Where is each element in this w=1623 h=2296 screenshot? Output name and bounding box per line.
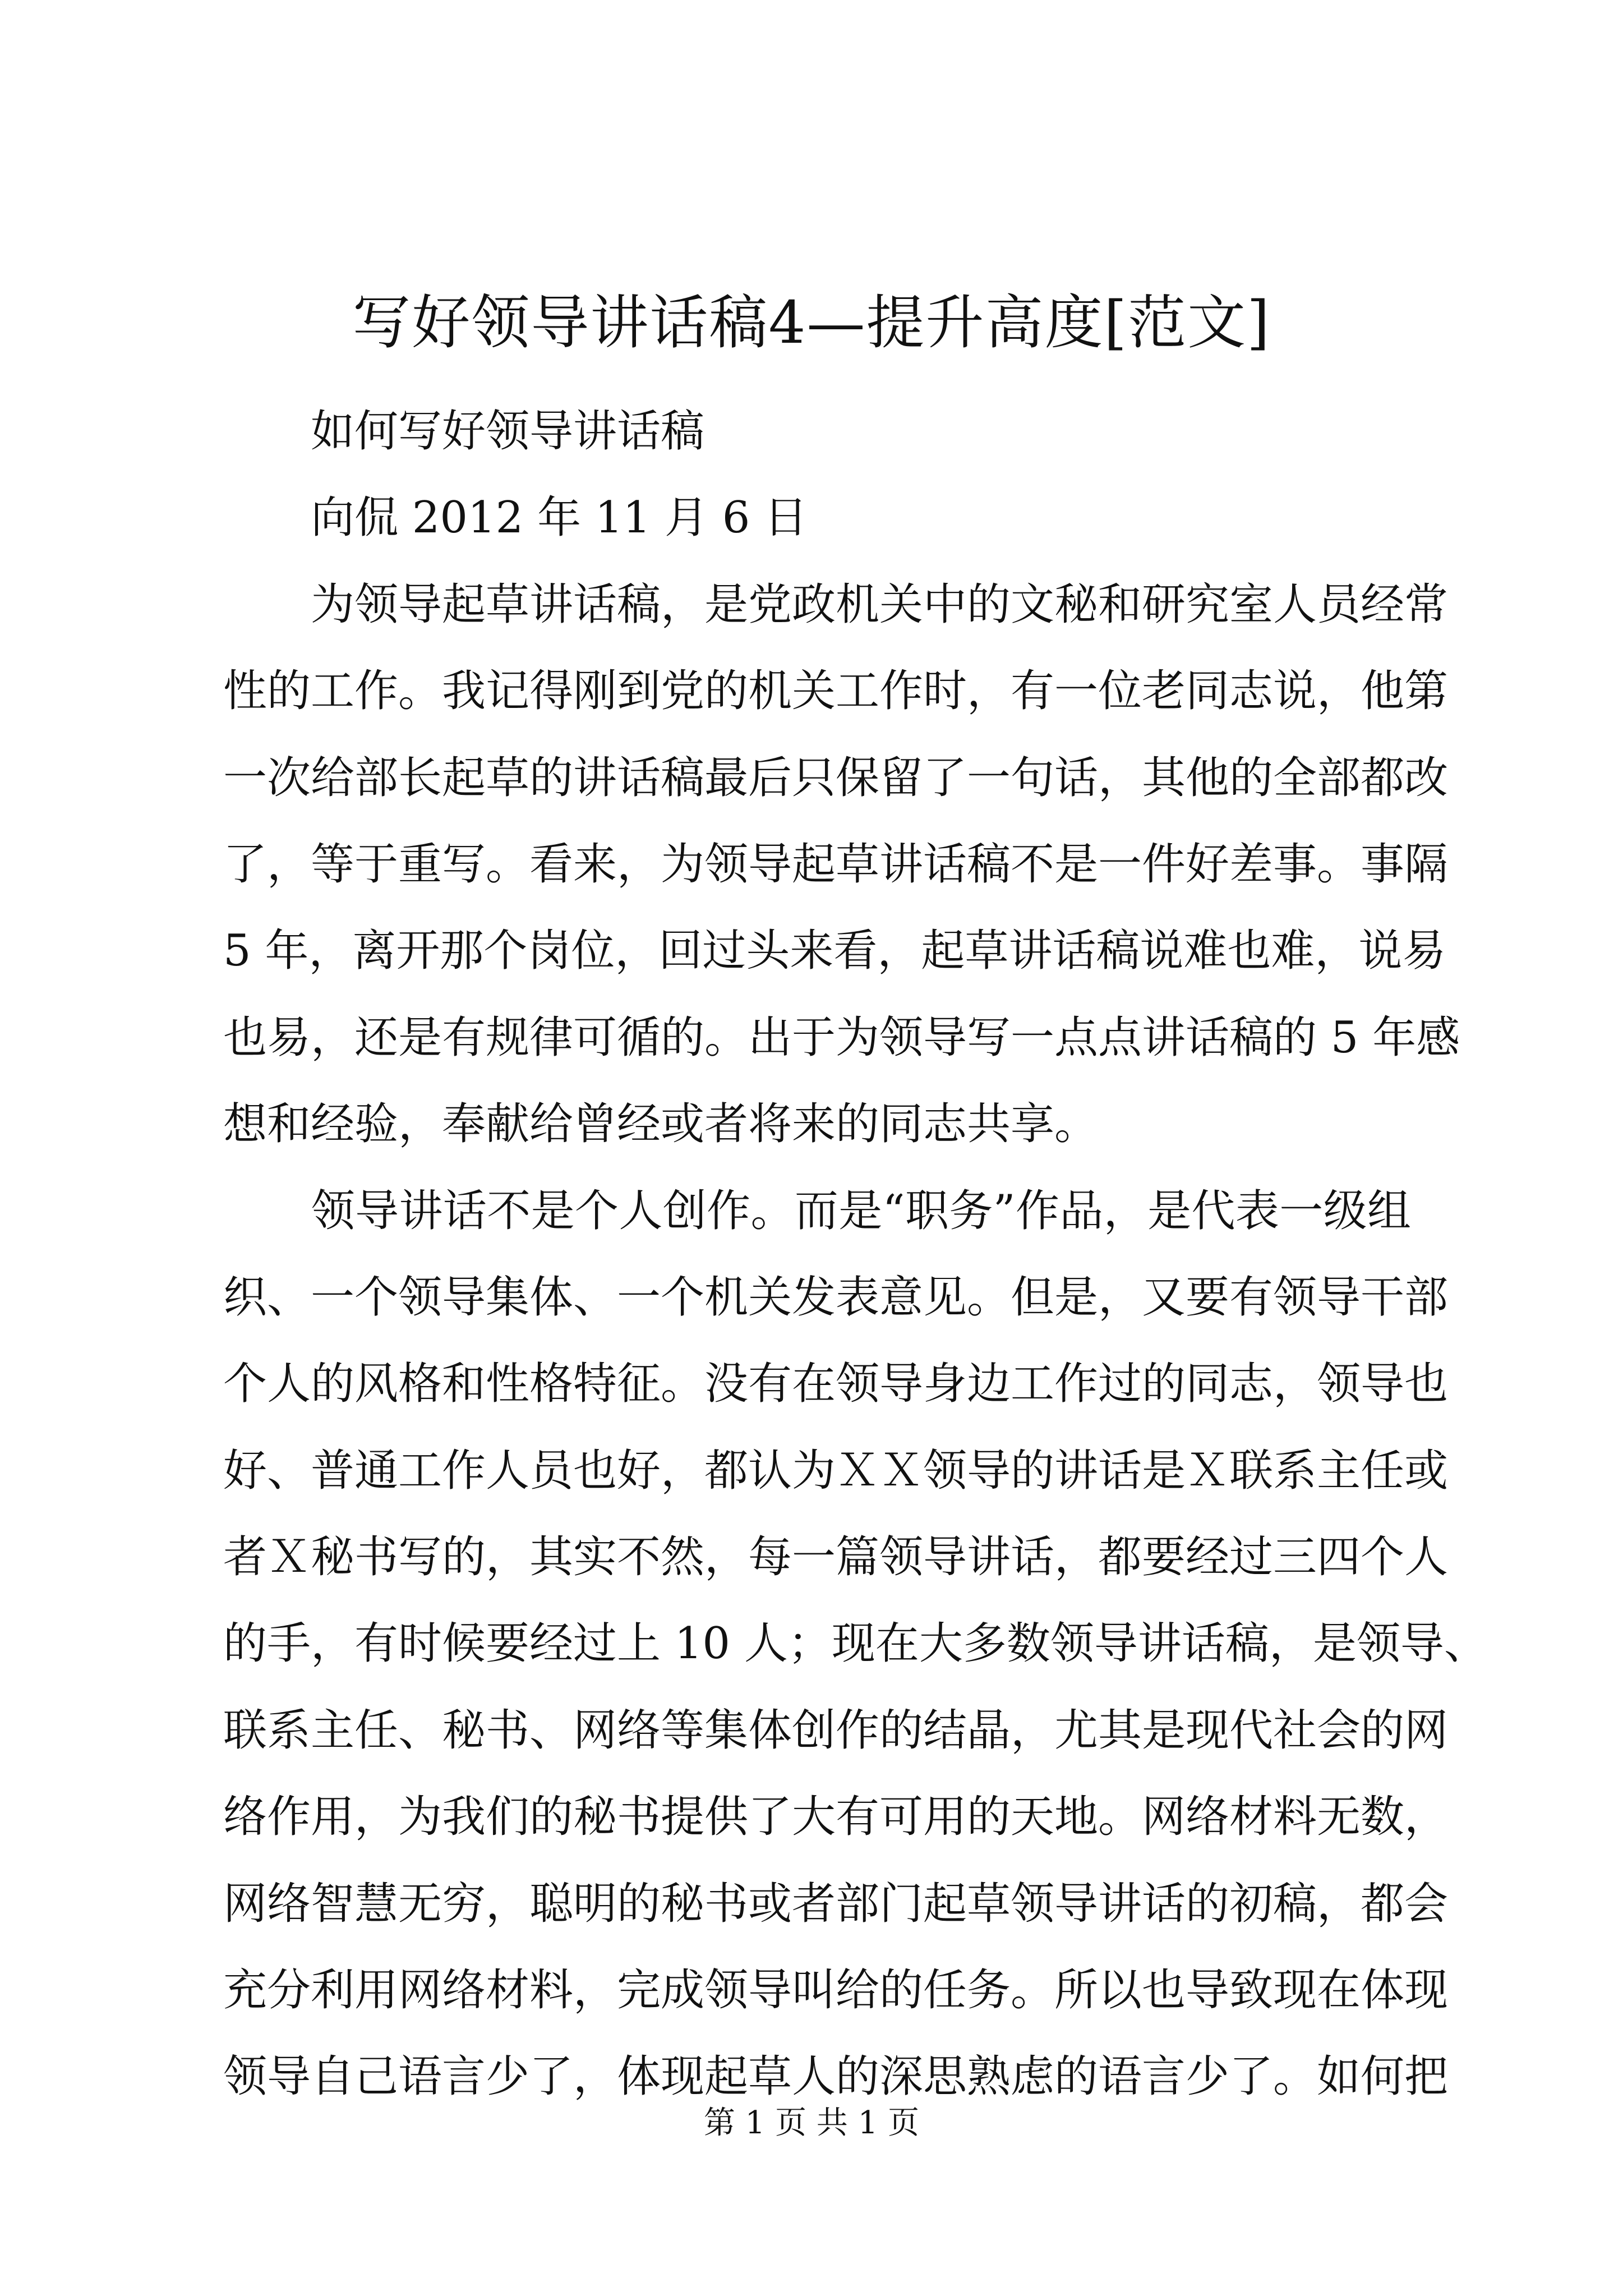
- document-title: 写好领导讲话稿4—提升高度[范文]: [352, 288, 1271, 357]
- body-text-line: 者Ｘ秘书写的，其实不然，每一篇领导讲话，都要经过三四个人: [223, 1532, 1449, 1583]
- body-text-line: 了，等于重写。看来，为领导起草讲话稿不是一件好差事。事隔: [223, 839, 1449, 890]
- body-text-line: 性的工作。我记得刚到党的机关工作时，有一位老同志说，他第: [223, 666, 1449, 717]
- body-text-line: 向侃 2012 年 11 月 6 日: [223, 493, 808, 544]
- body-text-line: 5 年，离开那个岗位，回过头来看，起草讲话稿说难也难，说易: [223, 926, 1446, 977]
- body-text-line: 一次给部长起草的讲话稿最后只保留了一句话，其他的全部都改: [223, 752, 1449, 803]
- body-text-line: 充分利用网络材料，完成领导叫给的任务。所以也导致现在体现: [223, 1965, 1449, 2016]
- body-text-line: 想和经验，奉献给曾经或者将来的同志共享。: [223, 1099, 1099, 1150]
- body-text-line: 好、普通工作人员也好，都认为ＸＸ领导的讲话是Ｘ联系主任或: [223, 1445, 1449, 1496]
- body-text-line: 也易，还是有规律可循的。出于为领导写一点点讲话稿的 5 年感: [223, 1012, 1460, 1063]
- body-text-line: 联系主任、秘书、网络等集体创作的结晶，尤其是现代社会的网: [223, 1705, 1449, 1756]
- page-footer: 第 1 页 共 1 页: [703, 2105, 920, 2141]
- document-body: [223, 388, 1488, 2120]
- body-text-line: 个人的风格和性格特征。没有在领导身边工作过的同志，领导也: [223, 1359, 1449, 1410]
- body-text-line: 领导讲话不是个人创作。而是“职务”作品，是代表一级组: [223, 1185, 1411, 1236]
- body-text-line: 领导自己语言少了，体现起草人的深思熟虑的语言少了。如何把: [223, 2051, 1449, 2102]
- body-text-line: 的手，有时候要经过上 10 人；现在大多数领导讲话稿，是领导、: [223, 1618, 1488, 1669]
- body-text-line: 为领导起草讲话稿，是党政机关中的文秘和研究室人员经常: [223, 579, 1449, 630]
- body-text-line: 织、一个领导集体、一个机关发表意见。但是，又要有领导干部: [223, 1272, 1449, 1323]
- body-text-line: 络作用，为我们的秘书提供了大有可用的天地。网络材料无数，: [223, 1792, 1449, 1843]
- body-text-line: 如何写好领导讲话稿: [223, 406, 705, 457]
- body-text-line: 网络智慧无穷，聪明的秘书或者部门起草领导讲话的初稿，都会: [223, 1878, 1449, 1929]
